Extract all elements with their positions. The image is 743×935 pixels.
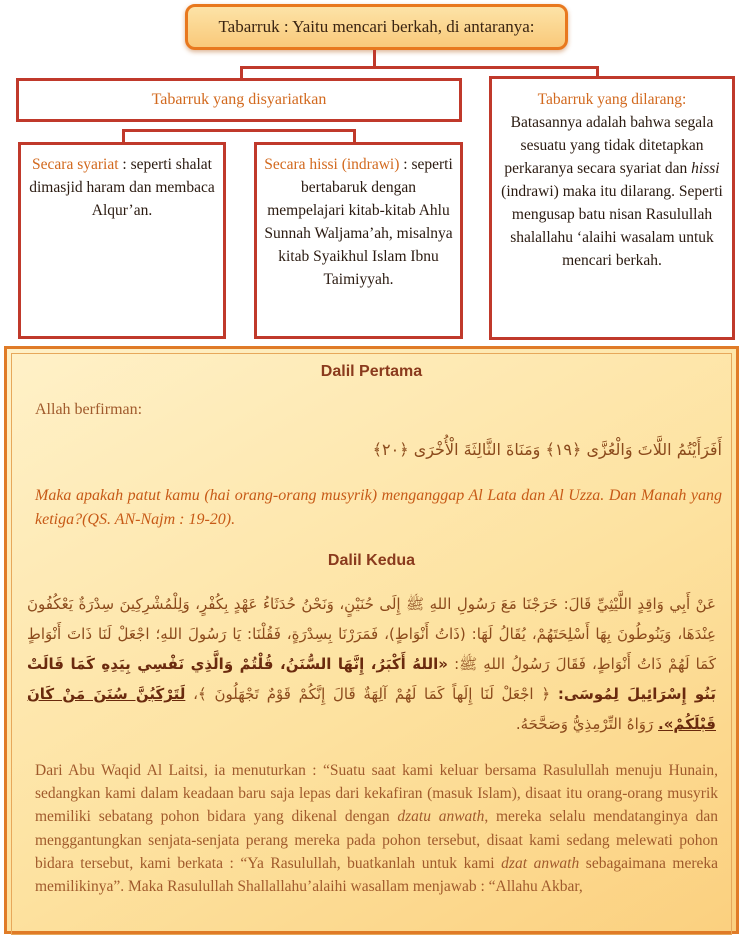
connector-mid-bar [122, 129, 356, 132]
forbidden-text-2: (indrawi) maka itu dilarang. Seperti mengusap batu nisan Rasulullah shalallahu ‘alaihi wasalam untuk mencari berkah. [501, 183, 723, 269]
syariat-box [18, 142, 226, 339]
dalil-2-arabic-bold: «اللهُ أَكْبَرُ، إِنَّهَا السُّنَنُ، قُلْتُمْ وَالَّذِي نَفْسِي بِيَدِهِ كَمَا قَالَتْ بَنُو إِسْرَائِيلَ لِمُوسَى: [27, 655, 716, 703]
dalil-1-intro: Allah berfirman: [35, 401, 143, 418]
dalil-1-arabic: أَفَرَأَيْتُمُ اللَّاتَ وَالْعُزَّى ﴿١٩﴾ وَمَنَاةَ الثَّالِثَةَ الْأُخْرَى ﴿٢٠﴾ [372, 440, 722, 459]
top-title-box [185, 4, 568, 50]
dalil-2-title: Dalil Kedua [327, 552, 416, 569]
syariat-text: : seperti shalat dimasjid haram dan membaca Alqur’an. [29, 156, 215, 219]
forbidden-tabarruk-heading: Tabarruk yang dilarang: [537, 91, 687, 108]
top-title: Tabarruk : Yaitu mencari berkah, di antaranya: [218, 17, 535, 36]
allowed-tabarruk-box [16, 78, 462, 122]
dalil-2-arabic-3: رَوَاهُ التِّرْمِذِيُّ وَصَحَّحَهُ. [515, 715, 654, 733]
connector-mid-stem-2 [353, 129, 356, 143]
dalil-2-para-2: , mereka selalu mendatanginya dan menggantungkan senjata-senjata perang mereka pada pohon tersebut, disaat kami sedang melewati pohon bidara tersebut, kami berkata : “Ya Rasulullah, buatkanlah untuk kami [35, 808, 719, 872]
dalil-2-arabic [27, 589, 716, 739]
dalil-2-arabic-2: ﴿ اجْعَلْ لَنَا إِلَهاً كَمَا لَهُمْ آلِهَةٌ قَالَ إِنَّكُمْ قَوْمٌ تَجْهَلُونَ ﴾، [193, 685, 551, 703]
connector-mid-stem-1 [122, 129, 125, 143]
dalil-2-arabic-1: عَنْ أَبِي وَاقِدٍ اللَّيْثِيِّ قَالَ: خَرَجْنَا مَعَ رَسُولِ اللهِ ﷺ إِلَى حُنَيْنٍ، وَنَحْنُ حُدَثَاءُ عَهْدٍ بِكُفْرٍ، وَلِلْمُشْرِكِينَ سِدْرَةٌ يَعْكُفُونَ عِنْدَهَا، وَيَنُوطُونَ بِهَا أَسْلِحَتَهُمْ، يُقَالُ لَهَا: (ذَاتُ أَنْوَاطٍ)، فَمَرَرْنَا بِسِدْرَةٍ، فَقُلْنَا: يَا رَسُولَ اللهِ؛ اجْعَلْ لَنَا ذَاتَ أَنْوَاطٍ كَمَا لَهُمْ ذَاتُ أَنْوَاطٍ، فَقَالَ رَسُولُ اللهِ ﷺ: [27, 595, 716, 673]
forbidden-tabarruk-box [489, 76, 735, 340]
forbidden-text-1: Batasannya adalah bahwa segala sesuatu yang tidak ditetapkan perkaranya secara syariat dan [504, 114, 714, 177]
dalil-2-para-1: Dari Abu Waqid Al Laitsi, ia menuturkan : “Suatu saat kami keluar bersama Rasulullah menuju Hunain, sedangkan kami dalam keadaan baru saja lepas dari kekafiran (masuk Islam), disaat itu orang-orang musyrik memiliki sebatang pohon bidara yang dikenal dengan [35, 762, 718, 826]
dalil-1-translation: Maka apakah patut kamu (hai orang-orang musyrik) menganggap Al Lata dan Al Uzza. Dan Manah yang ketiga?(QS. AN-Najm : 19-20). [35, 487, 722, 528]
hissi-box [254, 142, 463, 339]
dalil-2-para-italic-2: dzat anwath [501, 854, 580, 872]
connector-top-bar [240, 66, 598, 69]
dalil-2-para-italic-1: dzatu anwath [397, 808, 485, 826]
dalil-2-para-3: sebagaimana mereka memilikinya”. Maka Rasulullah Shallallahu’alaihi wasallam menjawab : “Allahu Akbar, [35, 854, 719, 896]
dalil-1-title: Dalil Pertama [320, 363, 423, 380]
allowed-tabarruk-title: Tabarruk yang disyariatkan [151, 91, 327, 108]
syariat-heading: Secara syariat [32, 156, 119, 173]
forbidden-text-hissi: hissi [691, 160, 720, 177]
dalil-2-arabic-bold-2: لَتَرْكَبُنَّ سُنَنَ مَنْ كَانَ قَبْلَكُمْ». [27, 685, 716, 733]
hissi-text: : seperti bertabaruk dengan mempelajari kitab-kitab Ahlu Sunnah Waljama’ah, misalnya kitab Syaikhul Islam Ibnu Taimiyyah. [264, 156, 453, 288]
dalil-panel [4, 346, 739, 934]
dalil-2-paragraph [35, 759, 718, 898]
hissi-heading: Secara hissi (indrawi) [264, 156, 400, 173]
